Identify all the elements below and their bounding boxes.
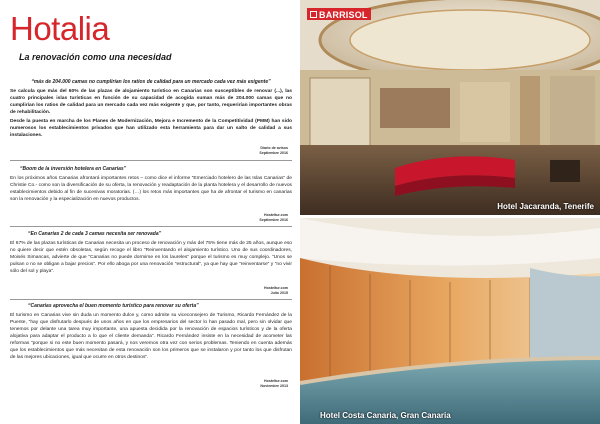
divider (10, 160, 292, 161)
article-4 (10, 303, 292, 361)
source-outlet: Hosteltur.com (264, 286, 288, 290)
page-title: Hotalia (10, 10, 110, 47)
article-3-source (264, 286, 288, 295)
article-3 (10, 231, 292, 275)
photo-caption-top: Hotel Jacaranda, Tenerife (497, 202, 594, 211)
lobby-illustration (300, 0, 600, 215)
article-3-quote: “En Canarias 2 de cada 3 camas necesita ser renovada” (28, 231, 162, 237)
article-4-source (260, 379, 288, 388)
page-subtitle: La renovación como una necesidad (19, 52, 172, 62)
source-date: Septiembre 2016 (259, 150, 288, 155)
source-date: Julio 2015 (270, 290, 288, 295)
source-outlet: Diario de avisos (260, 146, 288, 150)
divider (10, 226, 292, 227)
article-1-paragraph-2: Desde la puesta en marcha de los Planes de Modernización, Mejora e Incremento de la Competitividad (PMM) han sido numerosos los establecimientos privados que han utilizado esta herramienta para dar un salto de calidad a sus instalaciones. (10, 119, 292, 138)
source-date: Septiembre 2016 (259, 217, 288, 222)
article-3-paragraph-1: El 67% de las plazas turísticas de Canarias necesita un proceso de renovación y más del 75% tiene más de 25 años, aunque eso no quiere decir que estén obsoletas, según recoge el libro “Reinventando el alojamiento turístico. Uno de sus coordinadores, Moisés Simancas, advierte de que “Canarias no puede dormirse en los laureles” porque el turismo es muy complejo. “Unos se pulsan o no se obligan a bajar precios”. Por ello aboga por una renovación “estructural”, ya que hay que “reinventarse” y “no vivir sólo del sol y playa”. (10, 241, 292, 274)
article-2-quote: “Boom de la inversión hotelera en Canarias” (20, 166, 127, 172)
brand-name: BARRISOL (319, 9, 368, 20)
source-outlet: Hosteltur.com (264, 213, 288, 217)
divider (10, 299, 292, 300)
brand-logo (307, 8, 371, 20)
photo-caption-bottom: Hotel Costa Canaria, Gran Canaria (320, 411, 451, 420)
article-4-paragraph-1: El turismo en Canarias vive sin duda un momento dulce y, como admite su viceconsejero de Turismo, Ricardo Fernández de la Puente, “hay que disfrutarlo después de unos años en que los empresarios del sector lo han pasado mal, pero sin olvidar que tenemos por delante una tarea muy importante, una apuesta decidida por la renovación de espacios turísticos y de la oferta alojativa para adaptar el producto a lo que el cliente demanda”. Ricardo Fernández insiste en la necesidad de acometer las reformas “porque si no este buen momento pasará, y nos veremos otra vez con serios problemas. Teniendo en cuenta además que los establecimientos que más necesitan de esta renovación son los primeros que se instalaron y por tanto los que disfrutan de las mejores ubicaciones, igual que ocurre en otros destinos”. (10, 313, 292, 360)
source-outlet: Hosteltur.com (264, 379, 288, 383)
source-date: Noviembre 2013 (260, 383, 288, 388)
article-2-paragraph-1: En los próximos años Canarias afrontará importantes retos – como dice el informe “Emerciado hotelero de las Islas Canarias” de Christie Co.- como son la diversificación de su oferta, la renovación y readaptación de la planta hotelera y el desarrollo de nuevos establecimientos debido al fin de sucesivas moratorias. (…) los retos más importantes que ha de afrontar el turismo en canarias son la renovación y la especialización en nuevos productos. (10, 176, 292, 202)
photo-page (300, 0, 600, 424)
hotel-lobby-photo (300, 0, 600, 215)
article-2-source (259, 213, 288, 222)
article-1-source (259, 146, 288, 155)
article-4-quote: “Canarias aprovecha el buen momento turístico para renovar su oferta” (28, 303, 199, 309)
hotel-pool-photo (300, 218, 600, 424)
article-1-paragraph-1: Se calcula que más del 60% de las plazas de alojamiento turístico en Canarias son susceptibles de renovar (...), las cuatro principales islas turísticas en función de su capacidad de acogida suman más de 204.000 camas que no cumplirían los ratios de calidad para un mercado cada vez más exigente y que, por tanto, requerirían importantes obras de rehabilitación. (10, 89, 292, 115)
article-1 (10, 79, 292, 139)
logo-square-icon (310, 11, 317, 18)
article-1-quote: “más de 204.000 camas no cumplirían los ratios de calidad para un mercado cada vez más exigente” (31, 79, 271, 85)
article-2 (10, 166, 292, 203)
pool-illustration (300, 218, 600, 424)
